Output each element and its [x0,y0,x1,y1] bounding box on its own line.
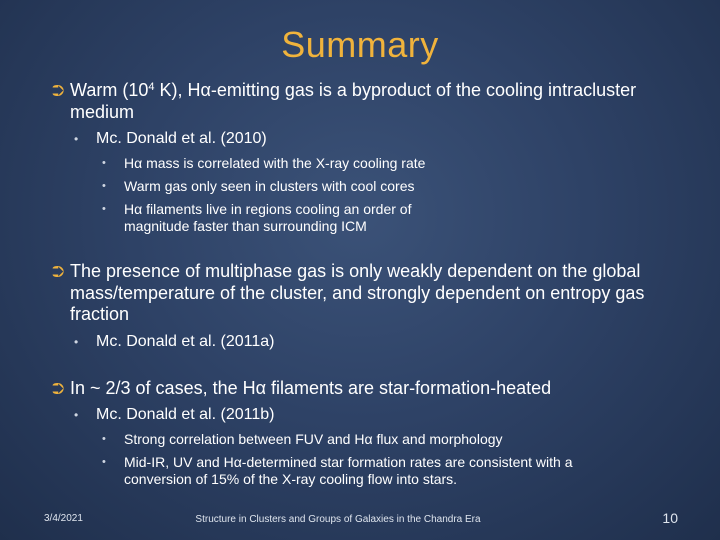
sub-bullet-text: Warm gas only seen in clusters with cool cores [124,178,415,194]
sub-bullet-text: Strong correlation between FUV and Hα flux and morphology [124,431,503,447]
sub-bullet [52,431,692,448]
footer-date: 3/4/2021 [44,513,83,524]
sub-bullet-text: Hα filaments live in regions cooling an order of magnitude faster than surrounding ICM [124,201,412,234]
dot-bullet-icon: • [74,132,79,146]
arrow-bullet-icon: ⮊ [52,81,65,100]
bullet-star-formation [52,378,692,400]
sub-bullet [52,178,692,195]
footer-title: Structure in Clusters and Groups of Galaxies in the Chandra Era [195,514,481,525]
sub-bullet [52,201,692,235]
bullet-text-post: K), Hα-emitting gas is a byproduct of the cooling intracluster medium [70,80,637,122]
arrow-bullet-icon: ⮊ [52,378,65,398]
dot-bullet-icon: • [74,334,79,349]
bullet-text-sup: 4 [148,81,155,93]
reference-item [52,129,692,149]
bullet-text-pre: Warm (10 [70,80,149,100]
sub-bullet-text: Mid-IR, UV and Hα-determined star formation rates are consistent with a conversion of 15% of the X-ray cooling flow into stars. [124,454,573,487]
reference-text: Mc. Donald et al. (2010) [96,130,267,147]
bullet-multiphase-gas [52,261,692,326]
dot-bullet-icon: • [102,180,106,192]
reference-text: Mc. Donald et al. (2011b) [96,406,275,423]
dot-bullet-icon: • [74,408,79,422]
arrow-bullet-icon: ⮊ [52,262,65,281]
page-number: 10 [662,510,678,526]
sub-bullet-text: Hα mass is correlated with the X-ray cooling rate [124,155,426,171]
sub-bullet [52,454,692,488]
dot-bullet-icon: • [102,456,106,468]
sub-bullet [52,155,692,172]
reference-item [52,332,692,352]
bullet-text: The presence of multiphase gas is only weakly dependent on the global mass/temperature of the cluster, and strongly dependent on entropy gas fraction [70,261,645,324]
dot-bullet-icon: • [102,157,106,169]
dot-bullet-icon: • [102,203,106,215]
reference-text: Mc. Donald et al. (2011a) [96,332,275,350]
reference-item [52,405,692,425]
dot-bullet-icon: • [102,433,106,445]
slide-title: Summary [281,24,439,65]
bullet-text: In ~ 2/3 of cases, the Hα filaments are star-formation-heated [70,377,552,398]
bullet-warm-gas [52,80,692,123]
slide-content [52,80,692,494]
